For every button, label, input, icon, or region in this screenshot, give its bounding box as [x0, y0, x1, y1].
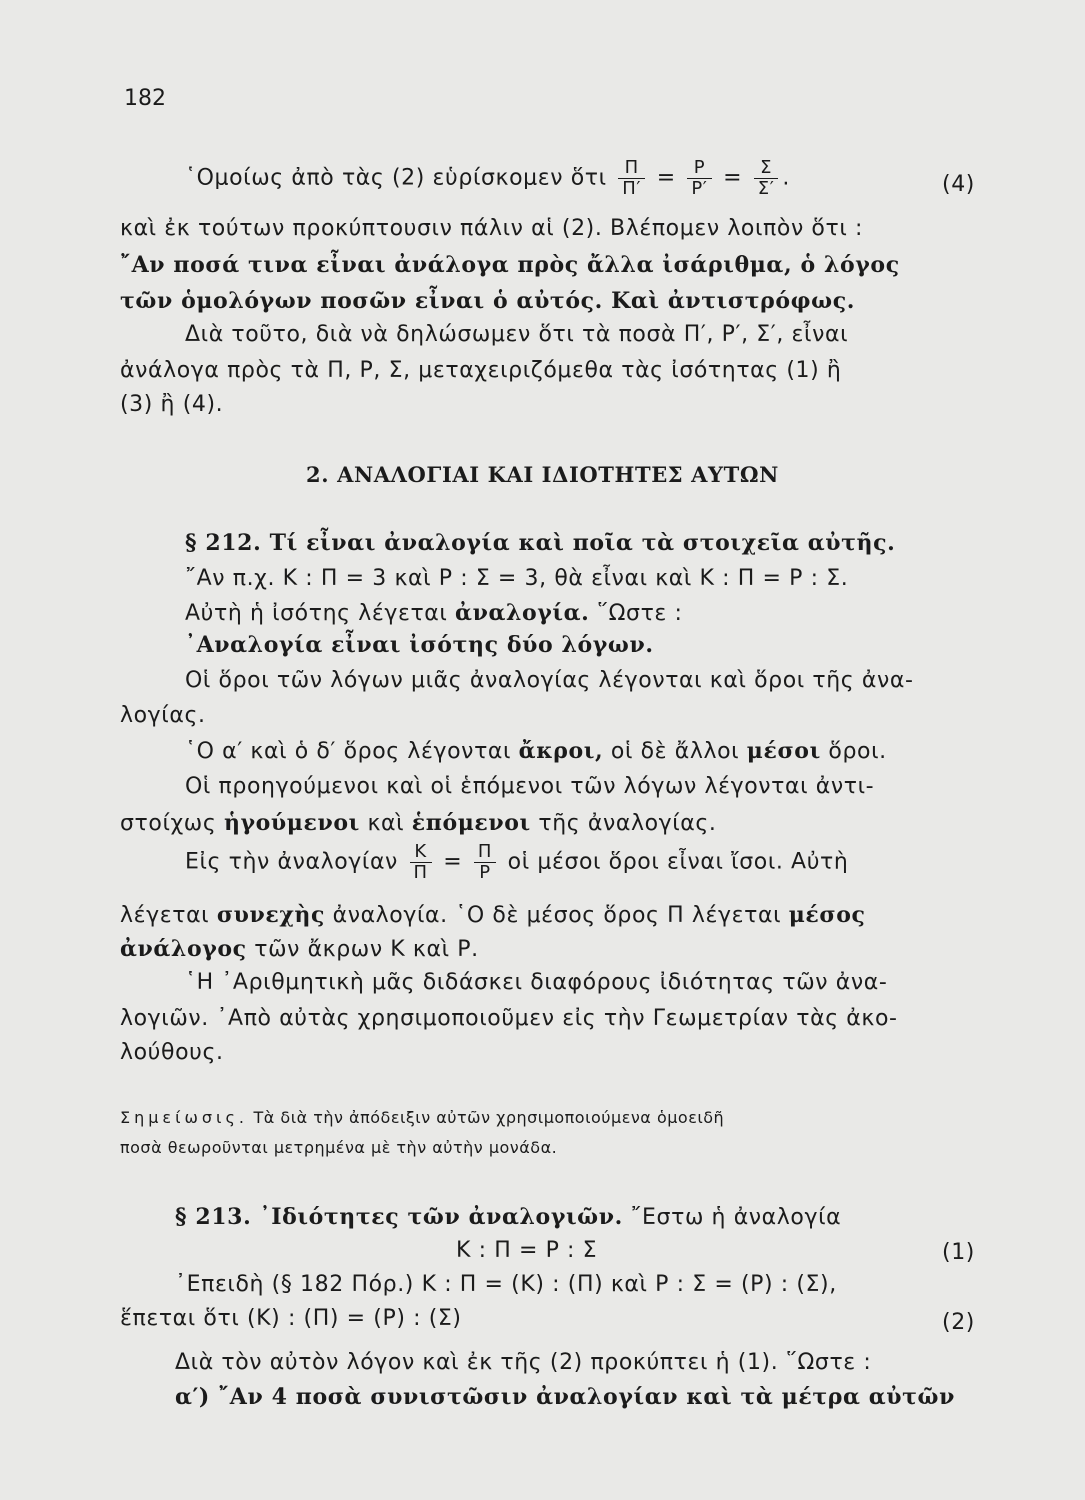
paragraph-line: (3) ἢ (4). [120, 392, 224, 417]
section-heading-212: § 212. Τί εἶναι ἀναλογία καὶ ποῖα τὰ στοιχεῖα αὐτῆς. [185, 530, 896, 556]
equation-number: (2) [942, 1310, 975, 1335]
paragraph-line: ἕπεται ὅτι (Κ) : (Π) = (Ρ) : (Σ) [120, 1306, 462, 1331]
paragraph-line: Διὰ τοῦτο, διὰ νὰ δηλώσωμεν ὅτι τὰ ποσὰ Π′, Ρ′, Σ′, εἶναι [185, 322, 849, 347]
fraction: $\frac{\Pi}{\Pi'}$ [618, 158, 645, 199]
paragraph-line: λούθους. [120, 1040, 224, 1065]
paragraph-line: Οἱ ὅροι τῶν λόγων μιᾶς ἀναλογίας λέγονται καὶ ὅροι τῆς ἀνα- [185, 668, 914, 693]
equation-number: (1) [942, 1240, 975, 1265]
footnote-line: Σημείωσις. Τὰ διὰ τὴν ἀπόδειξιν αὐτῶν χρησιμοποιούμενα ὁμοειδῆ [120, 1108, 725, 1127]
theorem-line: τῶν ὁμολόγων ποσῶν εἶναι ὁ αὐτός. Καὶ ἀντιστρόφως. [120, 288, 855, 314]
definition-line: ᾿Αναλογία εἶναι ἰσότης δύο λόγων. [185, 632, 654, 658]
theorem-line: α′) ῎Αν 4 ποσὰ συνιστῶσιν ἀναλογίαν καὶ τὰ μέτρα αὐτῶν [175, 1384, 955, 1410]
paragraph-line: ἀνάλογος τῶν ἄκρων Κ καὶ Ρ. [120, 936, 479, 962]
text: ῾Ομοίως ἀπὸ τὰς (2) εὑρίσκομεν ὅτι [185, 165, 607, 191]
paragraph-line: λογίας. [120, 703, 206, 728]
equation-1: Κ : Π = Ρ : Σ [456, 1238, 598, 1263]
paragraph-line: Οἱ προηγούμενοι καὶ οἱ ἑπόμενοι τῶν λόγων λέγονται ἀντι- [185, 774, 875, 799]
section-title: 2. ΑΝΑΛΟΓΙΑΙ ΚΑΙ ΙΔΙΟΤΗΤΕΣ ΑΥΤΩΝ [306, 462, 779, 487]
equation-4-line: ῾Ομοίως ἀπὸ τὰς (2) εὑρίσκομεν ὅτι $\frac{\Pi}{\Pi'}$ = $\frac{P}{P'}$ = $\frac{\Sigma}{\Sigma'}$ . [185, 157, 790, 199]
fraction: $\frac{\Sigma}{\Sigma'}$ [754, 158, 779, 199]
paragraph-line: ᾿Επειδὴ (§ 182 Πόρ.) Κ : Π = (Κ) : (Π) καὶ Ρ : Σ = (Ρ) : (Σ), [175, 1272, 837, 1297]
paragraph-line: λογιῶν. ᾿Απὸ αὐτὰς χρησιμοποιοῦμεν εἰς τὴν Γεωμετρίαν τὰς ἀκο- [120, 1006, 898, 1031]
page-number: 182 [124, 86, 166, 111]
paragraph-line: ῾Η ᾿Αριθμητικὴ μᾶς διδάσκει διαφόρους ἰδιότητας τῶν ἀνα- [185, 970, 888, 995]
fraction: $\frac{K}{\Pi}$ [410, 842, 432, 883]
paragraph-line: στοίχως ἡγούμενοι καὶ ἑπόμενοι τῆς ἀναλογίας. [120, 810, 717, 836]
continued-proportion-line: Εἰς τὴν ἀναλογίαν $\frac{K}{\Pi}$ = $\frac{\Pi}{P}$ οἱ μέσοι ὅροι εἶναι ἴσοι. Αὐτὴ [185, 841, 849, 883]
paragraph-line: Διὰ τὸν αὐτὸν λόγον καὶ ἐκ τῆς (2) προκύπτει ἡ (1). ῞Ωστε : [175, 1350, 872, 1375]
footnote-line: ποσὰ θεωροῦνται μετρημένα μὲ τὴν αὐτὴν μονάδα. [120, 1138, 558, 1157]
section-heading-213: § 213. ᾿Ιδιότητες τῶν ἀναλογιῶν. ῎Εστω ἡ ἀναλογία [175, 1204, 842, 1230]
fraction: $\frac{\Pi}{P}$ [474, 842, 496, 883]
equation-number: (4) [942, 172, 975, 197]
paragraph-line: Αὐτὴ ἡ ἰσότης λέγεται ἀναλογία. ῞Ωστε : [185, 600, 683, 626]
paragraph-line: ἀνάλογα πρὸς τὰ Π, Ρ, Σ, μεταχειριζόμεθα τὰς ἰσότητας (1) ἢ [120, 358, 842, 383]
fraction: $\frac{P}{P'}$ [687, 158, 711, 199]
paragraph-line: λέγεται συνεχὴς ἀναλογία. ῾Ο δὲ μέσος ὅρος Π λέγεται μέσος [120, 902, 866, 928]
paragraph-line: καὶ ἐκ τούτων προκύπτουσιν πάλιν αἱ (2). Βλέπομεν λοιπὸν ὅτι : [120, 216, 863, 241]
theorem-line: ῎Αν ποσά τινα εἶναι ἀνάλογα πρὸς ἄλλα ἰσάριθμα, ὁ λόγος [120, 252, 900, 278]
paragraph-line: ῎Αν π.χ. Κ : Π = 3 καὶ Ρ : Σ = 3, θὰ εἶναι καὶ Κ : Π = Ρ : Σ. [185, 566, 849, 591]
paragraph-line: ῾Ο α′ καὶ ὁ δ′ ὅρος λέγονται ἄκροι, οἱ δὲ ἄλλοι μέσοι ὅροι. [185, 738, 887, 764]
